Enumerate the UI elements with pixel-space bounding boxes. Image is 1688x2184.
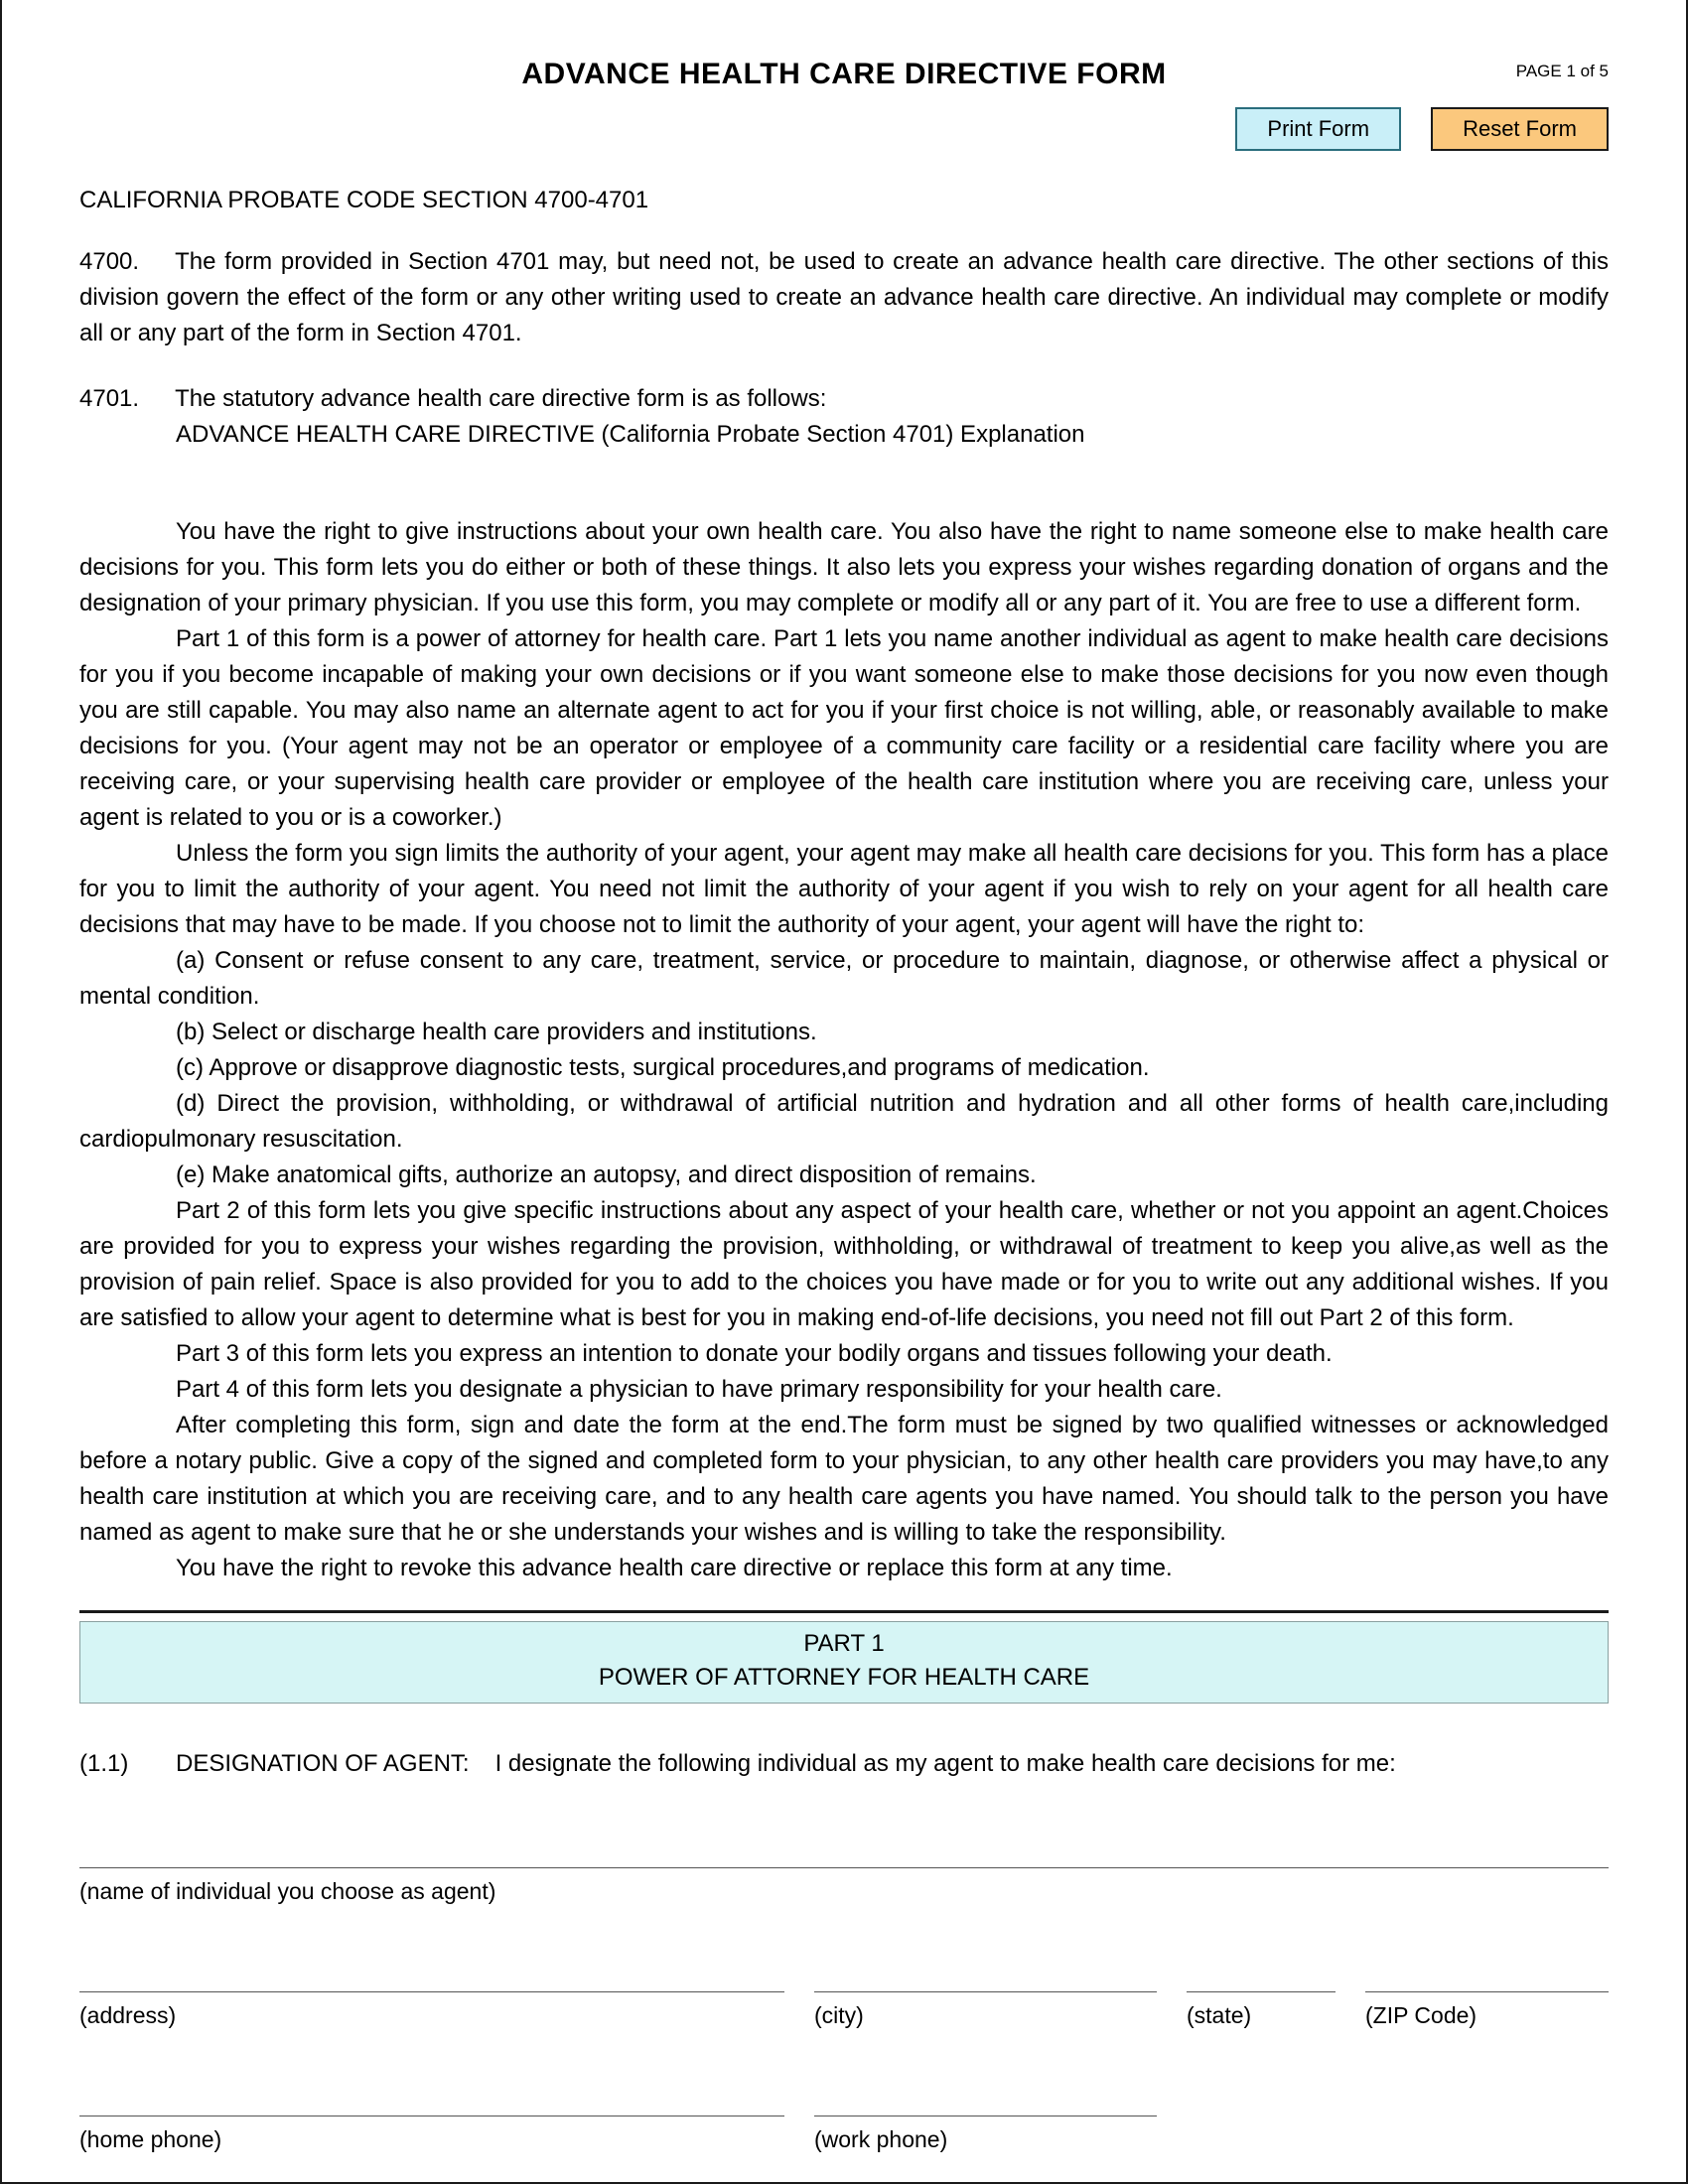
agent-home-phone-label: (home phone) — [79, 2126, 222, 2152]
agent-address-row — [79, 1957, 1609, 2029]
body-paragraph: Part 4 of this form lets you designate a physician to have primary responsibility for your health care. — [176, 1376, 1222, 1403]
body-paragraph: (d) Direct the provision, withholding, or withdrawal of artificial nutrition and hydration and all other forms of health care,including cardiopulmonary resuscitation. — [79, 1090, 1609, 1153]
item-1-1 — [79, 1747, 1609, 1781]
form-toolbar — [79, 107, 1609, 151]
body-paragraph: You have the right to give instructions about your own health care. You also have the right to name someone else to make health care decisions for you. This form lets you do either or both of these things. It also lets you express your wishes regarding donation of organs and the designation of your primary physician. If you use this form, you may complete or modify all or any part of it. You are free to use a different form. — [79, 518, 1609, 616]
agent-name-row — [79, 1833, 1609, 1905]
body-paragraph: After completing this form, sign and date the form at the end.The form must be signed by two qualified witnesses or acknowledged before a notary public. Give a copy of the signed and completed form to your physician, to any other health care providers you may have,to any health care institution at which you are receiving care, and to any health care agents you have named. You should talk to the person you have named as agent to make sure that he or she understands your wishes and is willing to take the responsibility. — [79, 1412, 1609, 1546]
agent-home-phone-input[interactable] — [79, 2081, 784, 2116]
agent-city-input[interactable] — [814, 1957, 1157, 1992]
agent-state-label: (state) — [1187, 2002, 1252, 2028]
statute-4701-number: 4701. — [79, 385, 140, 412]
agent-name-input[interactable] — [79, 1833, 1609, 1868]
body-paragraph: Part 1 of this form is a power of attorney for health care. Part 1 lets you name another individual as agent to make health care decisions for you if you become incapable of making your own decisions or if you want someone else to make those decisions for you now even though you are still capable. You may also name an alternate agent to act for you if your first choice is not willing, able, or reasonably available to make decisions for you. (Your agent may not be an operator or employee of a community care facility or a residential care facility where you are receiving care, or your supervising health care provider or employee of the health care institution where you are receiving care, unless your agent is related to you or is a coworker.) — [79, 625, 1609, 831]
body-paragraph: (c) Approve or disapprove diagnostic tests, surgical procedures,and programs of medication. — [176, 1054, 1150, 1081]
agent-address-input[interactable] — [79, 1957, 784, 1992]
agent-work-phone-label: (work phone) — [814, 2126, 948, 2152]
statute-4700-number: 4700. — [79, 248, 140, 275]
agent-state-input[interactable] — [1187, 1957, 1336, 1992]
body-paragraph: (b) Select or discharge health care providers and institutions. — [176, 1019, 817, 1045]
agent-address-label: (address) — [79, 2002, 177, 2028]
agent-fields — [79, 1833, 1609, 2153]
agent-phone-row — [79, 2081, 1609, 2153]
explanation-text — [79, 514, 1609, 1586]
section-divider — [79, 1610, 1609, 1613]
reset-form-button[interactable]: Reset Form — [1431, 107, 1609, 151]
body-paragraph: Part 2 of this form lets you give specific instructions about any aspect of your health care, whether or not you appoint an agent.Choices are provided for you to express your wishes regarding the provision, withholding, or withdrawal of treatment to keep you alive,as well as the provision of pain relief. Space is also provided for you to add to the choices you have made or for you to write out any additional wishes. If you are satisfied to allow your agent to determine what is best for you in making end-of-life decisions, you need not fill out Part 2 of this form. — [79, 1197, 1609, 1331]
item-1-1-text: I designate the following individual as my agent to make health care decisions for me: — [494, 1750, 1396, 1777]
item-1-1-label: DESIGNATION OF AGENT: — [176, 1750, 470, 1777]
item-1-1-number: (1.1) — [79, 1750, 129, 1777]
statute-4701-text: The statutory advance health care directive form is as follows: — [175, 385, 827, 412]
part1-subtitle: POWER OF ATTORNEY FOR HEALTH CARE — [598, 1664, 1090, 1691]
agent-city-label: (city) — [814, 2002, 864, 2028]
part1-banner — [79, 1621, 1609, 1704]
agent-name-label: (name of individual you choose as agent) — [79, 1878, 496, 1904]
statute-4700 — [79, 244, 1609, 351]
page-indicator: PAGE 1 of 5 — [1515, 62, 1609, 80]
body-paragraph: You have the right to revoke this advance health care directive or replace this form at any time. — [176, 1555, 1173, 1581]
statute-4700-text: The form provided in Section 4701 may, but need not, be used to create an advance health care directive. The other sections of this division govern the effect of the form or any other writing used to create an advance health care directive. An individual may complete or modify all or any part of the form in Section 4701. — [79, 248, 1609, 346]
body-paragraph: (e) Make anatomical gifts, authorize an autopsy, and direct disposition of remains. — [176, 1161, 1037, 1188]
part1-title: PART 1 — [803, 1630, 885, 1657]
agent-work-phone-input[interactable] — [814, 2081, 1157, 2116]
statute-4701 — [79, 381, 1609, 417]
page-title: ADVANCE HEALTH CARE DIRECTIVE FORM — [521, 58, 1167, 90]
statute-heading: CALIFORNIA PROBATE CODE SECTION 4700-4701 — [79, 187, 649, 213]
body-paragraph: Part 3 of this form lets you express an intention to donate your bodily organs and tissues following your death. — [176, 1340, 1333, 1367]
page-header — [79, 58, 1609, 91]
agent-zip-input[interactable] — [1365, 1957, 1609, 1992]
body-paragraph: Unless the form you sign limits the authority of your agent, your agent may make all health care decisions for you. This form has a place for you to limit the authority of your agent. You need not limit the authority of your agent if you wish to rely on your agent for all health care decisions that may have to be made. If you choose not to limit the authority of your agent, your agent will have the right to: — [79, 840, 1609, 938]
print-form-button[interactable]: Print Form — [1235, 107, 1401, 151]
body-paragraph: (a) Consent or refuse consent to any care, treatment, service, or procedure to maintain, diagnose, or otherwise affect a physical or mental condition. — [79, 947, 1609, 1010]
agent-zip-label: (ZIP Code) — [1365, 2002, 1477, 2028]
statute-4701-subline: ADVANCE HEALTH CARE DIRECTIVE (California Probate Section 4701) Explanation — [176, 421, 1085, 448]
